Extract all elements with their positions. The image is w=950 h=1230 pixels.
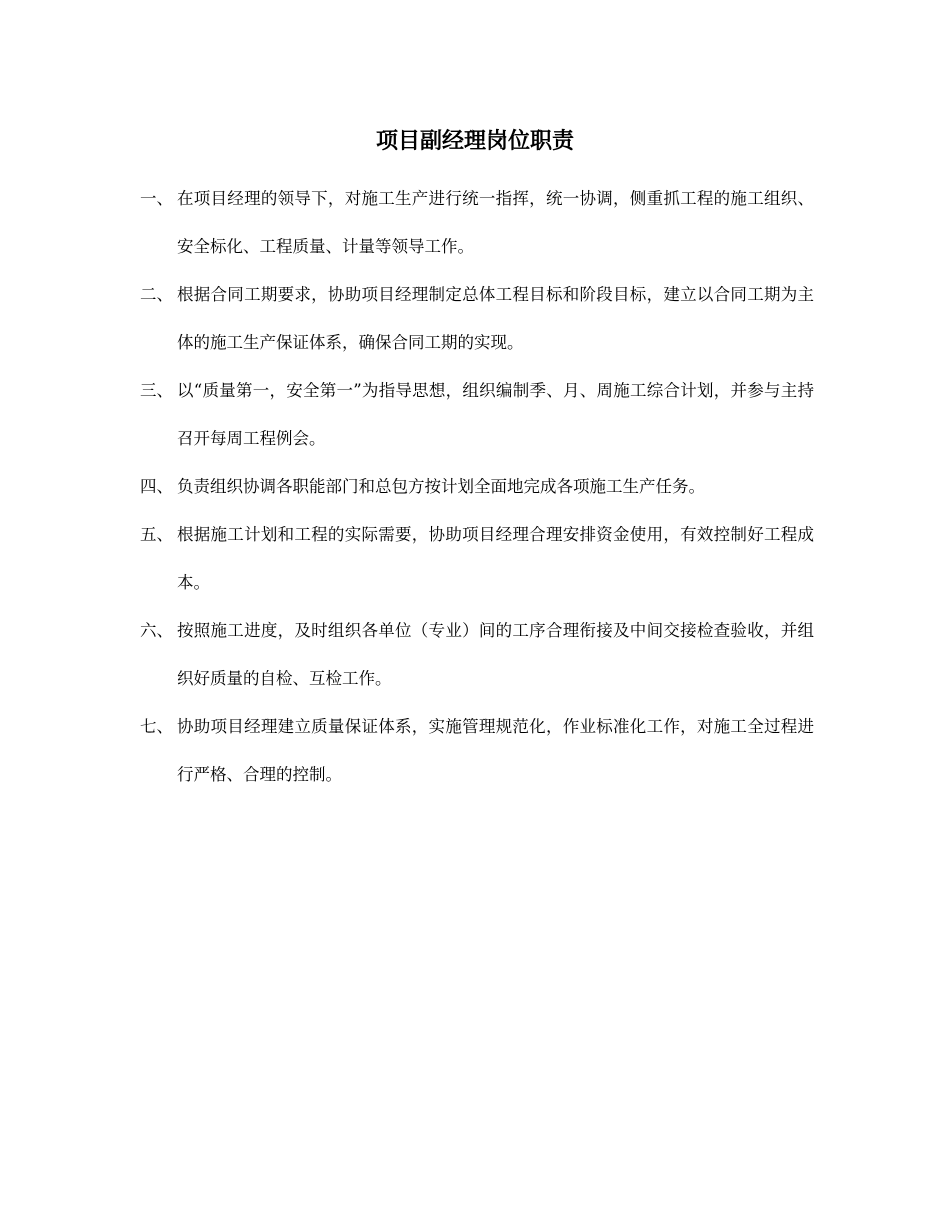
duty-item-6	[140, 607, 814, 703]
duty-item-7	[140, 703, 814, 799]
duty-text: 协助项目经理建立质量保证体系，实施管理规范化，作业标准化工作，对施工全过程进行严格、合理的控制。	[177, 717, 814, 784]
duty-text: 在项目经理的领导下，对施工生产进行统一指挥，统一协调，侧重抓工程的施工组织、安全标化、工程质量、计量等领导工作。	[177, 189, 814, 256]
duty-text: 以“质量第一，安全第一”为指导思想，组织编制季、月、周施工综合计划，并参与主持召开每周工程例会。	[177, 381, 814, 448]
duty-item-1	[140, 175, 814, 271]
duty-number: 六、	[140, 621, 173, 640]
duty-number: 二、	[140, 285, 173, 304]
duty-number: 五、	[140, 525, 173, 544]
duty-text: 负责组织协调各职能部门和总包方按计划全面地完成各项施工生产任务。	[177, 477, 705, 496]
duty-item-5	[140, 511, 814, 607]
document-title: 项目副经理岗位职责	[375, 129, 574, 154]
duty-item-4	[140, 463, 814, 511]
duty-number: 四、	[140, 477, 173, 496]
duty-number: 七、	[140, 717, 173, 736]
duty-number: 一、	[140, 189, 173, 208]
duty-text: 按照施工进度，及时组织各单位（专业）间的工序合理衔接及中间交接检查验收，并组织好质量的自检、互检工作。	[177, 621, 814, 688]
duty-number: 三、	[140, 381, 173, 400]
duty-list	[140, 175, 814, 799]
duty-text: 根据施工计划和工程的实际需要，协助项目经理合理安排资金使用，有效控制好工程成本。	[177, 525, 814, 592]
duty-item-2	[140, 271, 814, 367]
duty-item-3	[140, 367, 814, 463]
duty-text: 根据合同工期要求，协助项目经理制定总体工程目标和阶段目标，建立以合同工期为主体的施工生产保证体系，确保合同工期的实现。	[177, 285, 814, 352]
